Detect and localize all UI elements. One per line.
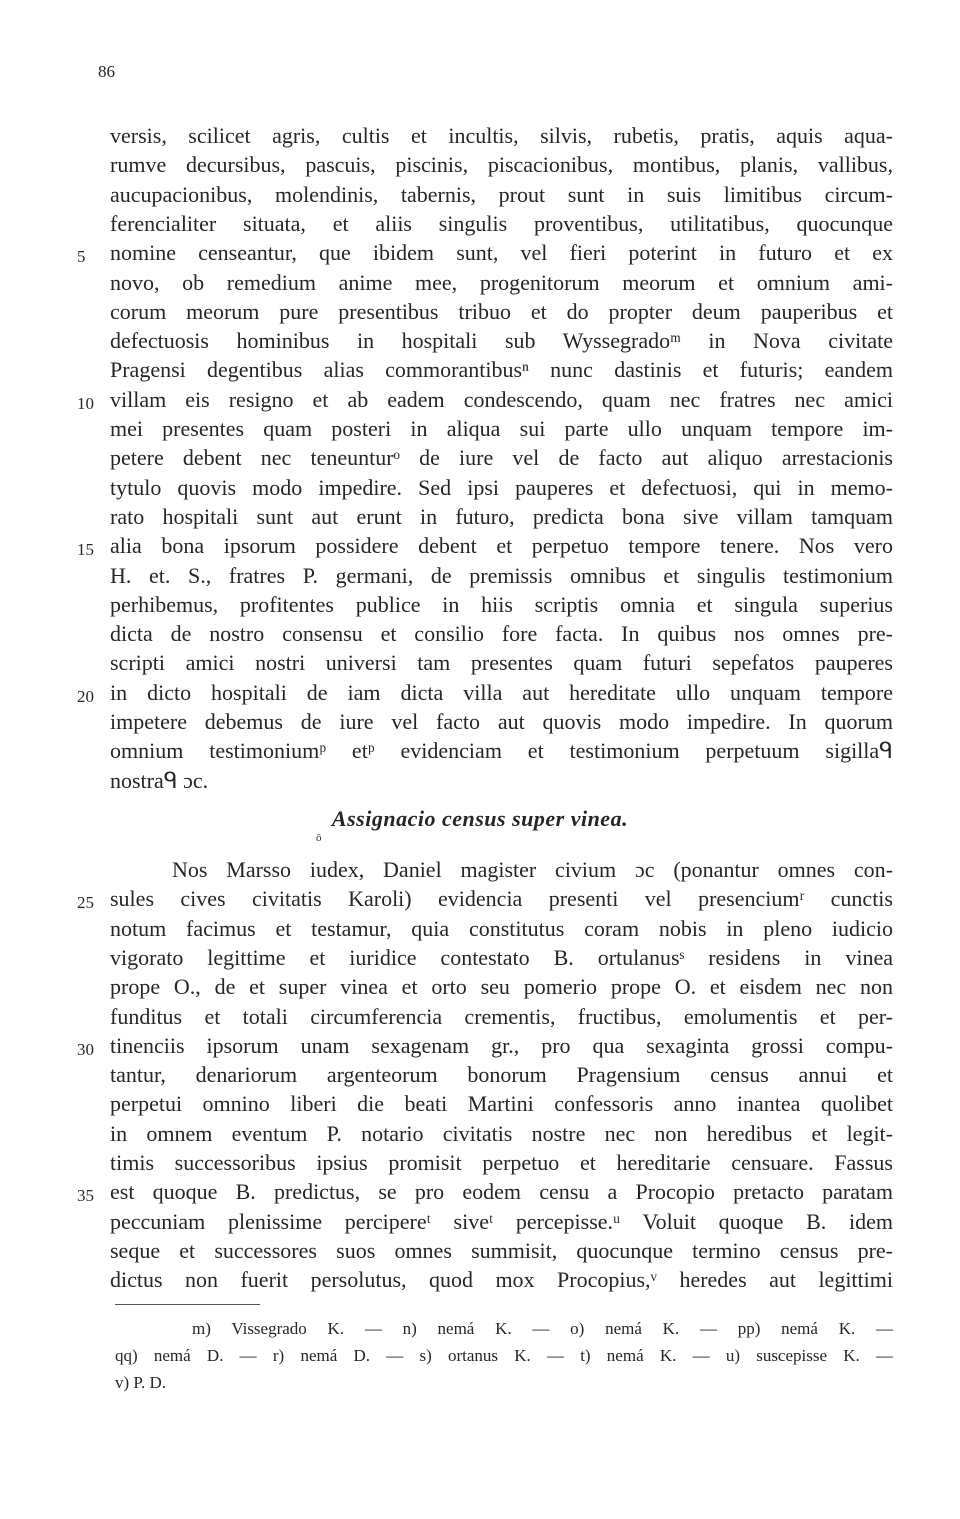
line-number: 10 bbox=[77, 394, 94, 413]
text-line: perhibemus, profitentes publice in hiis scriptis omnia et singula superius bbox=[110, 592, 893, 617]
text-line: Nos Marsso iudex, Daniel magister civium ɔc (ponantur omnes con- bbox=[172, 857, 893, 882]
footnote-line: v) P. D. bbox=[115, 1373, 167, 1392]
text-line: ferencialiter situata, et aliis singulis proventibus, utilitatibus, quocunque bbox=[110, 211, 893, 236]
text-line: funditus et totali circumferencia crementis, fructibus, emolumentis et per- bbox=[110, 1004, 893, 1029]
text-line: versis, scilicet agris, cultis et incultis, silvis, rubetis, pratis, aquis aqua- bbox=[110, 123, 893, 148]
text-line: villam eis resigno et ab eadem condescendo, quam nec fratres nec amici bbox=[110, 387, 893, 412]
line-number: 20 bbox=[77, 687, 94, 706]
text-line: nostraᑫ ɔc. bbox=[110, 768, 209, 793]
text-line: rumve decursibus, pascuis, piscinis, piscacionibus, montibus, planis, vallibus, bbox=[110, 152, 893, 177]
text-line: in omnem eventum P. notario civitatis nostre nec non heredibus et legit- bbox=[110, 1121, 893, 1146]
text-line: H. et. S., fratres P. germani, de premissis omnibus et singulis testimonium bbox=[110, 563, 893, 588]
section-heading: Assignacio census super vinea. bbox=[331, 806, 629, 831]
text-line: scripti amici nostri universi tam presentes quam futuri sepefatos pauperes bbox=[110, 650, 893, 675]
text-line: petere debent nec teneunturᵒ de iure vel de facto aut aliquo arrestacionis bbox=[110, 445, 893, 470]
text-line: nomine censeantur, que ibidem sunt, vel fieri poterint in futuro et ex bbox=[110, 240, 893, 265]
line-number: 15 bbox=[77, 540, 94, 559]
text-line: prope O., de et super vinea et orto seu pomerio prope O. et eisdem nec non bbox=[110, 974, 893, 999]
text-line: sules cives civitatis Karoli) evidencia presenti vel presenciumʳ cunctis bbox=[110, 886, 893, 911]
footnote-rule bbox=[115, 1304, 260, 1305]
line-number: 25 bbox=[77, 893, 94, 912]
text-line: omnium testimoniumᵖ etᵖ evidenciam et testimonium perpetuum sigillaᑫ bbox=[110, 738, 893, 763]
text-line: alia bona ipsorum possidere debent et perpetuo tempore tenere. Nos vero bbox=[110, 533, 893, 558]
text-line: corum meorum pure presentibus tribuo et do propter deum pauperibus et bbox=[110, 299, 893, 324]
text-line: mei presentes quam posteri in aliqua sui parte ullo unquam tempore im- bbox=[110, 416, 893, 441]
text-line: tantur, denariorum argenteorum bonorum Pragensium census annui et bbox=[110, 1062, 893, 1087]
text-line: novo, ob remedium anime mee, progenitorum meorum et omnium ami- bbox=[110, 270, 893, 295]
line-number: 35 bbox=[77, 1186, 94, 1205]
text-line: Pragensi degentibus alias commorantibusⁿ nunc dastinis et futuris; eandem bbox=[110, 357, 893, 382]
page-number: 86 bbox=[98, 62, 115, 81]
line-number: 5 bbox=[77, 247, 86, 266]
footnote-line: m) Vissegrado K. — n) nemá K. — o) nemá K. — pp) nemá K. — bbox=[192, 1319, 893, 1338]
text-line: tinenciis ipsorum unam sexagenam gr., pro qua sexaginta grossi compu- bbox=[110, 1033, 893, 1058]
text-line: impetere debemus de iure vel facto aut quovis modo impedire. In quorum bbox=[110, 709, 893, 734]
text-line: timis successoribus ipsius promisit perpetuo et hereditarie censuare. Fassus bbox=[110, 1150, 893, 1175]
text-line: peccuniam plenissime percipereᵗ siveᵗ percepisse.ᵘ Voluit quoque B. idem bbox=[110, 1209, 893, 1234]
text-line: defectuosis hominibus in hospitali sub Wyssegradoᵐ in Nova civitate bbox=[110, 328, 893, 353]
text-line: vigorato legittime et iuridice contestato B. ortulanusˢ residens in vinea bbox=[110, 945, 893, 970]
text-line: est quoque B. predictus, se pro eodem censu a Procopio pretacto paratam bbox=[110, 1179, 893, 1204]
text-line: tytulo quovis modo impedire. Sed ipsi pauperes et defectuosi, qui in memo- bbox=[110, 475, 893, 500]
footnote-line: qq) nemá D. — r) nemá D. — s) ortanus K. — t) nemá K. — u) suscepisse K. — bbox=[115, 1346, 893, 1365]
text-line: dicta de nostro consensu et consilio fore facta. In quibus nos omnes pre- bbox=[110, 621, 893, 646]
text-line: in dicto hospitali de iam dicta villa aut hereditate ullo unquam tempore bbox=[110, 680, 893, 705]
line-number: 30 bbox=[77, 1040, 94, 1059]
text-line: notum facimus et testamur, quia constitutus coram nobis in pleno iudicio bbox=[110, 916, 893, 941]
text-line: rato hospitali sunt aut erunt in futuro, predicta bona sive villam tamquam bbox=[110, 504, 893, 529]
text-line: perpetui omnino liberi die beati Martini confessoris anno inantea quolibet bbox=[110, 1091, 893, 1116]
text-line: aucupacionibus, molendinis, tabernis, prout sunt in suis limitibus circum- bbox=[110, 182, 893, 207]
text-line: seque et successores suos omnes summisit, quocunque termino census pre- bbox=[110, 1238, 893, 1263]
iudex-abbreviation-mark: ō bbox=[316, 832, 322, 844]
text-line: dictus non fuerit persolutus, quod mox Procopius,ᵛ heredes aut legittimi bbox=[110, 1267, 893, 1292]
